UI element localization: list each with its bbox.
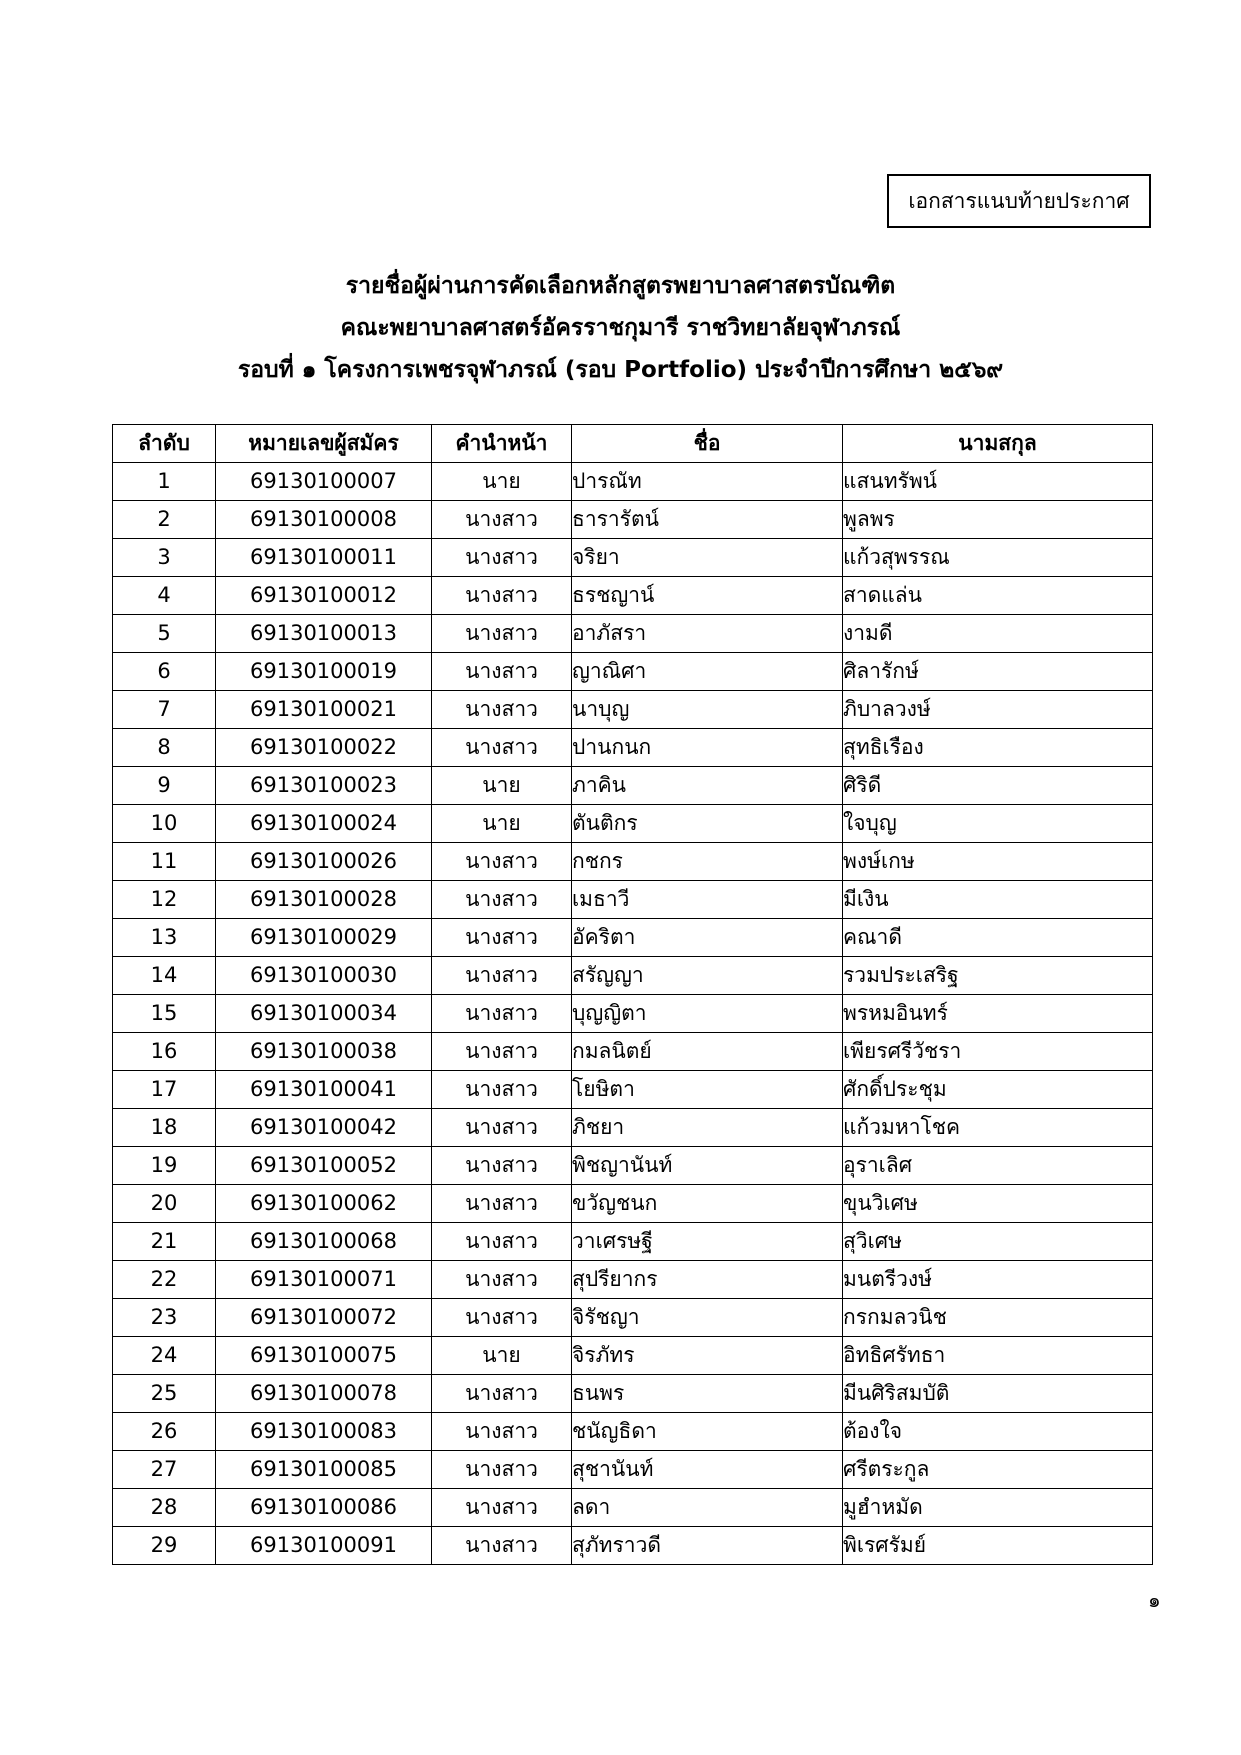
first-name-cell: นาบุญ [572,691,843,729]
last-name-cell: มนตรีวงษ์ [843,1261,1153,1299]
last-name-cell: ขุนวิเศษ [843,1185,1153,1223]
order-cell: 5 [113,615,216,653]
title-line-3: รอบที่ ๑ โครงการเพชรจุฬาภรณ์ (รอบ Portfolio) ประจำปีการศึกษา ๒๕๖๙ [237,357,1004,383]
first-name-cell: โยษิตา [572,1071,843,1109]
table-row [113,1413,1153,1451]
order-cell: 1 [113,463,216,501]
order-cell: 3 [113,539,216,577]
last-name-cell: ศิลารักษ์ [843,653,1153,691]
last-name-cell: มีเงิน [843,881,1153,919]
title-line-2: คณะพยาบาลศาสตร์อัครราชกุมารี ราชวิทยาลัยจุฬาภรณ์ [340,315,901,341]
table-row [113,843,1153,881]
first-name-cell: ปานกนก [572,729,843,767]
prefix-cell: นางสาว [432,843,572,881]
applicant-id-cell: 69130100085 [216,1451,432,1489]
order-cell: 28 [113,1489,216,1527]
applicant-id-cell: 69130100041 [216,1071,432,1109]
prefix-cell: นางสาว [432,1489,572,1527]
table-row [113,1033,1153,1071]
prefix-cell: นางสาว [432,1185,572,1223]
order-cell: 23 [113,1299,216,1337]
order-cell: 27 [113,1451,216,1489]
applicant-id-cell: 69130100022 [216,729,432,767]
last-name-cell: พรหมอินทร์ [843,995,1153,1033]
order-cell: 22 [113,1261,216,1299]
table-row [113,1527,1153,1565]
table-row [113,919,1153,957]
last-name-cell: ศักดิ์ประชุม [843,1071,1153,1109]
prefix-cell: นางสาว [432,881,572,919]
prefix-cell: นางสาว [432,539,572,577]
last-name-cell: ศิริดี [843,767,1153,805]
prefix-cell: นางสาว [432,1071,572,1109]
first-name-cell: เมธาวี [572,881,843,919]
first-name-cell: จิรัชญา [572,1299,843,1337]
first-name-cell: ญาณิศา [572,653,843,691]
prefix-cell: นาย [432,1337,572,1375]
order-cell: 19 [113,1147,216,1185]
applicant-id-cell: 69130100024 [216,805,432,843]
prefix-cell: นางสาว [432,919,572,957]
last-name-cell: สุวิเศษ [843,1223,1153,1261]
order-cell: 26 [113,1413,216,1451]
last-name-cell: กรกมลวนิช [843,1299,1153,1337]
header-last-name: นามสกุล [843,425,1153,463]
order-cell: 18 [113,1109,216,1147]
first-name-cell: ชนัญธิดา [572,1413,843,1451]
order-cell: 10 [113,805,216,843]
order-cell: 11 [113,843,216,881]
last-name-cell: ต้องใจ [843,1413,1153,1451]
table-row [113,1185,1153,1223]
table-row [113,1375,1153,1413]
prefix-cell: นางสาว [432,1109,572,1147]
applicant-id-cell: 69130100034 [216,995,432,1033]
applicant-id-cell: 69130100012 [216,577,432,615]
applicant-id-cell: 69130100021 [216,691,432,729]
prefix-cell: นาย [432,463,572,501]
order-cell: 8 [113,729,216,767]
table-row [113,463,1153,501]
applicant-id-cell: 69130100028 [216,881,432,919]
order-cell: 21 [113,1223,216,1261]
applicant-id-cell: 69130100007 [216,463,432,501]
table-row [113,1299,1153,1337]
prefix-cell: นางสาว [432,995,572,1033]
order-cell: 14 [113,957,216,995]
last-name-cell: คณาดี [843,919,1153,957]
order-cell: 17 [113,1071,216,1109]
table-row [113,1261,1153,1299]
last-name-cell: สาดแล่น [843,577,1153,615]
header-first-name: ชื่อ [572,425,843,463]
first-name-cell: สุชานันท์ [572,1451,843,1489]
prefix-cell: นางสาว [432,1527,572,1565]
first-name-cell: ธรชญาน์ [572,577,843,615]
table-row [113,577,1153,615]
header-prefix: คำนำหน้า [432,425,572,463]
prefix-cell: นาย [432,805,572,843]
first-name-cell: ขวัญชนก [572,1185,843,1223]
prefix-cell: นางสาว [432,1375,572,1413]
first-name-cell: อาภัสรา [572,615,843,653]
table-row [113,615,1153,653]
first-name-cell: ปารณัท [572,463,843,501]
applicant-id-cell: 69130100071 [216,1261,432,1299]
order-cell: 6 [113,653,216,691]
last-name-cell: พูลพร [843,501,1153,539]
applicant-id-cell: 69130100078 [216,1375,432,1413]
first-name-cell: ภิชยา [572,1109,843,1147]
applicant-id-cell: 69130100011 [216,539,432,577]
prefix-cell: นาย [432,767,572,805]
first-name-cell: กชกร [572,843,843,881]
first-name-cell: อัคริตา [572,919,843,957]
prefix-cell: นางสาว [432,1261,572,1299]
prefix-cell: นางสาว [432,729,572,767]
prefix-cell: นางสาว [432,1223,572,1261]
applicant-id-cell: 69130100075 [216,1337,432,1375]
applicant-id-cell: 69130100019 [216,653,432,691]
table-row [113,1451,1153,1489]
first-name-cell: ธารารัตน์ [572,501,843,539]
applicant-id-cell: 69130100029 [216,919,432,957]
table-row [113,729,1153,767]
first-name-cell: พิชญานันท์ [572,1147,843,1185]
applicant-id-cell: 69130100008 [216,501,432,539]
first-name-cell: จริยา [572,539,843,577]
table-row [113,767,1153,805]
first-name-cell: จิรภัทร [572,1337,843,1375]
prefix-cell: นางสาว [432,1451,572,1489]
title-line-1: รายชื่อผู้ผ่านการคัดเลือกหลักสูตรพยาบาลศาสตรบัณฑิต [345,273,896,299]
last-name-cell: ภิบาลวงษ์ [843,691,1153,729]
table-row [113,1337,1153,1375]
attachment-label: เอกสารแนบท้ายประกาศ [887,174,1151,228]
first-name-cell: สุภัทราวดี [572,1527,843,1565]
first-name-cell: ลดา [572,1489,843,1527]
applicant-id-cell: 69130100030 [216,957,432,995]
last-name-cell: พิเรศรัมย์ [843,1527,1153,1565]
prefix-cell: นางสาว [432,1299,572,1337]
applicant-id-cell: 69130100083 [216,1413,432,1451]
last-name-cell: อิทธิศรัทธา [843,1337,1153,1375]
applicant-id-cell: 69130100091 [216,1527,432,1565]
applicant-id-cell: 69130100042 [216,1109,432,1147]
order-cell: 24 [113,1337,216,1375]
table-row [113,881,1153,919]
prefix-cell: นางสาว [432,1033,572,1071]
table-row [113,957,1153,995]
first-name-cell: ธนพร [572,1375,843,1413]
order-cell: 9 [113,767,216,805]
last-name-cell: พงษ์เกษ [843,843,1153,881]
prefix-cell: นางสาว [432,501,572,539]
applicant-id-cell: 69130100086 [216,1489,432,1527]
last-name-cell: ใจบุญ [843,805,1153,843]
table-row [113,995,1153,1033]
table-row [113,691,1153,729]
applicant-table [112,424,1153,1565]
last-name-cell: แก้วสุพรรณ [843,539,1153,577]
prefix-cell: นางสาว [432,577,572,615]
order-cell: 15 [113,995,216,1033]
table-row [113,653,1153,691]
last-name-cell: มีนศิริสมบัติ [843,1375,1153,1413]
order-cell: 4 [113,577,216,615]
last-name-cell: แสนทรัพน์ [843,463,1153,501]
last-name-cell: สุทธิเรือง [843,729,1153,767]
prefix-cell: นางสาว [432,1147,572,1185]
first-name-cell: สรัญญา [572,957,843,995]
applicant-id-cell: 69130100038 [216,1033,432,1071]
order-cell: 2 [113,501,216,539]
order-cell: 16 [113,1033,216,1071]
last-name-cell: มูฮำหมัด [843,1489,1153,1527]
last-name-cell: รวมประเสริฐ [843,957,1153,995]
applicant-id-cell: 69130100072 [216,1299,432,1337]
applicant-id-cell: 69130100062 [216,1185,432,1223]
table-row [113,805,1153,843]
order-cell: 7 [113,691,216,729]
last-name-cell: อุราเลิศ [843,1147,1153,1185]
table-row [113,1489,1153,1527]
order-cell: 20 [113,1185,216,1223]
prefix-cell: นางสาว [432,653,572,691]
first-name-cell: ภาคิน [572,767,843,805]
order-cell: 25 [113,1375,216,1413]
table-row [113,1223,1153,1261]
header-order: ลำดับ [113,425,216,463]
prefix-cell: นางสาว [432,615,572,653]
last-name-cell: ศรีตระกูล [843,1451,1153,1489]
applicant-id-cell: 69130100068 [216,1223,432,1261]
first-name-cell: กมลนิตย์ [572,1033,843,1071]
first-name-cell: สุปรียากร [572,1261,843,1299]
table-row [113,1109,1153,1147]
first-name-cell: วาเศรษฐี [572,1223,843,1261]
prefix-cell: นางสาว [432,957,572,995]
table-row [113,1071,1153,1109]
first-name-cell: ตันติกร [572,805,843,843]
order-cell: 29 [113,1527,216,1565]
last-name-cell: แก้วมหาโชค [843,1109,1153,1147]
prefix-cell: นางสาว [432,691,572,729]
order-cell: 13 [113,919,216,957]
last-name-cell: งามดี [843,615,1153,653]
table-header-row [113,425,1153,463]
table-row [113,1147,1153,1185]
first-name-cell: บุญญิตา [572,995,843,1033]
last-name-cell: เพียรศรีวัชรา [843,1033,1153,1071]
order-cell: 12 [113,881,216,919]
table-row [113,501,1153,539]
applicant-id-cell: 69130100026 [216,843,432,881]
page-number: ๑ [1148,1588,1161,1612]
applicant-id-cell: 69130100052 [216,1147,432,1185]
table-row [113,539,1153,577]
applicant-id-cell: 69130100013 [216,615,432,653]
applicant-id-cell: 69130100023 [216,767,432,805]
prefix-cell: นางสาว [432,1413,572,1451]
header-applicant-id: หมายเลขผู้สมัคร [216,425,432,463]
